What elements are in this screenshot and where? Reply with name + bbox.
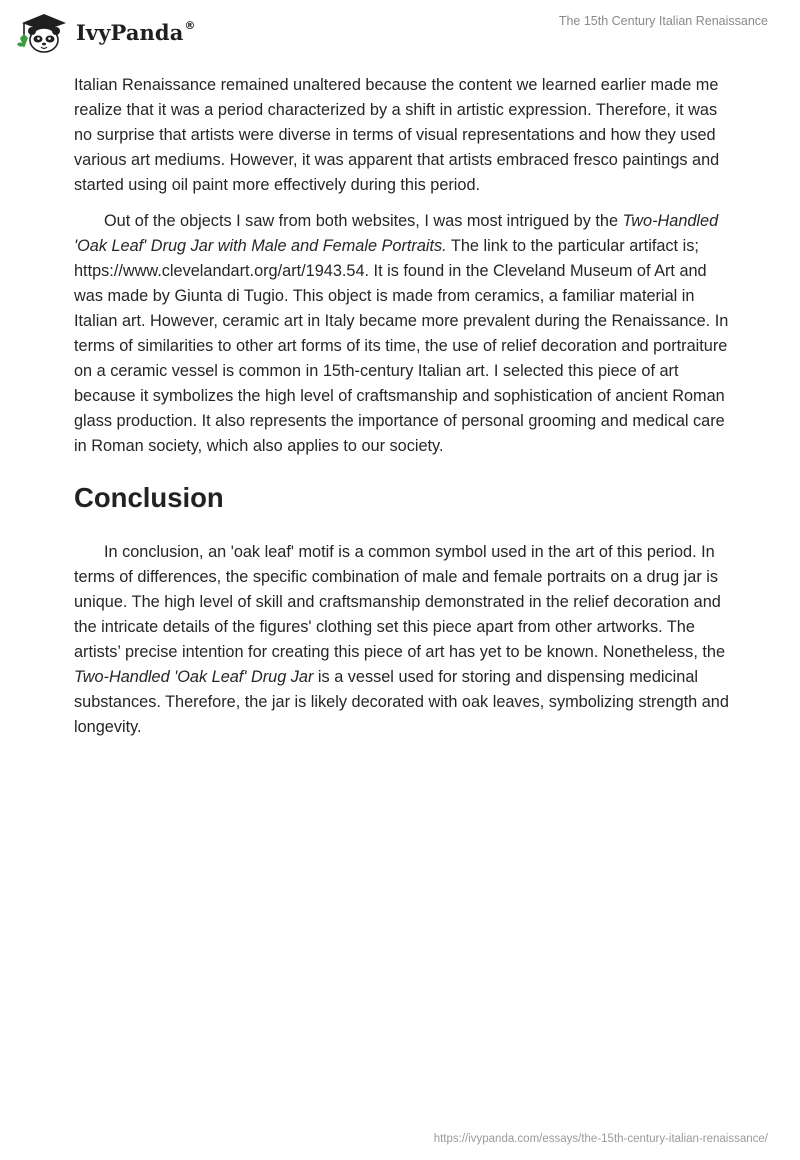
logo-text: IvyPanda	[76, 19, 184, 45]
paragraph-2-text-a: Out of the objects I saw from both websites, I was most intrigued by the	[104, 212, 623, 230]
document-title: The 15th Century Italian Renaissance	[558, 14, 768, 28]
artwork-title: Two-Handled 'Oak Leaf' Drug Jar with Male and Female Portraits.	[74, 212, 719, 255]
panda-graduation-cap-icon	[14, 10, 72, 54]
paragraph-3-text-b: is a vessel used for storing and dispensing medicinal substances. Therefore, the jar is likely decorated with oak leaves, symbolizing strength and longevity.	[74, 668, 729, 736]
ivypanda-logo[interactable]	[14, 10, 196, 54]
section-heading-conclusion: Conclusion	[74, 482, 224, 513]
paragraph-3	[74, 540, 730, 740]
paragraph-1: Italian Renaissance remained unaltered because the content we learned earlier made me realize that it was a period characterized by a shift in artistic expression. Therefore, it was no surprise that artists were diverse in terms of visual representations and how they used various art mediums. However, it was apparent that artists embraced fresco paintings and started using oil paint more effectively during this period.	[74, 76, 720, 194]
essay-body	[74, 73, 730, 751]
artwork-title-short: Two-Handled 'Oak Leaf' Drug Jar	[74, 668, 314, 686]
page-header	[0, 0, 800, 70]
registered-mark: ®	[184, 18, 196, 32]
paragraph-2	[74, 209, 730, 459]
paragraph-3-text-a: In conclusion, an 'oak leaf' motif is a common symbol used in the art of this period. In terms of differences, the specific combination of male and female portraits on a drug jar is unique. The high level of skill and craftsmanship demonstrated in the relief decoration and the intricate details of the figures' clothing set this piece apart from other artworks. The artists’ precise intention for creating this piece of art has yet to be known. Nonetheless, the	[74, 543, 725, 661]
paragraph-2-text-b: The link to the particular artifact is; https://www.clevelandart.org/art/1943.54. It is found in the Cleveland Museum of Art and was made by Giunta di Tugio. This object is made from ceramics, a familiar material in Italian art. However, ceramic art in Italy became more prevalent during the Renaissance. In terms of similarities to other art forms of its time, the use of relief decoration and portraiture on a ceramic vessel is common in 15th-century Italian art. I selected this piece of art because it symbolizes the high level of craftsmanship and sophistication of ancient Roman glass production. It also represents the importance of personal grooming and medical care in Roman society, which also applies to our society.	[74, 237, 729, 455]
logo-wordmark	[76, 18, 196, 45]
footer-source-url[interactable]: https://ivypanda.com/essays/the-15th-century-italian-renaissance/	[433, 1133, 768, 1145]
